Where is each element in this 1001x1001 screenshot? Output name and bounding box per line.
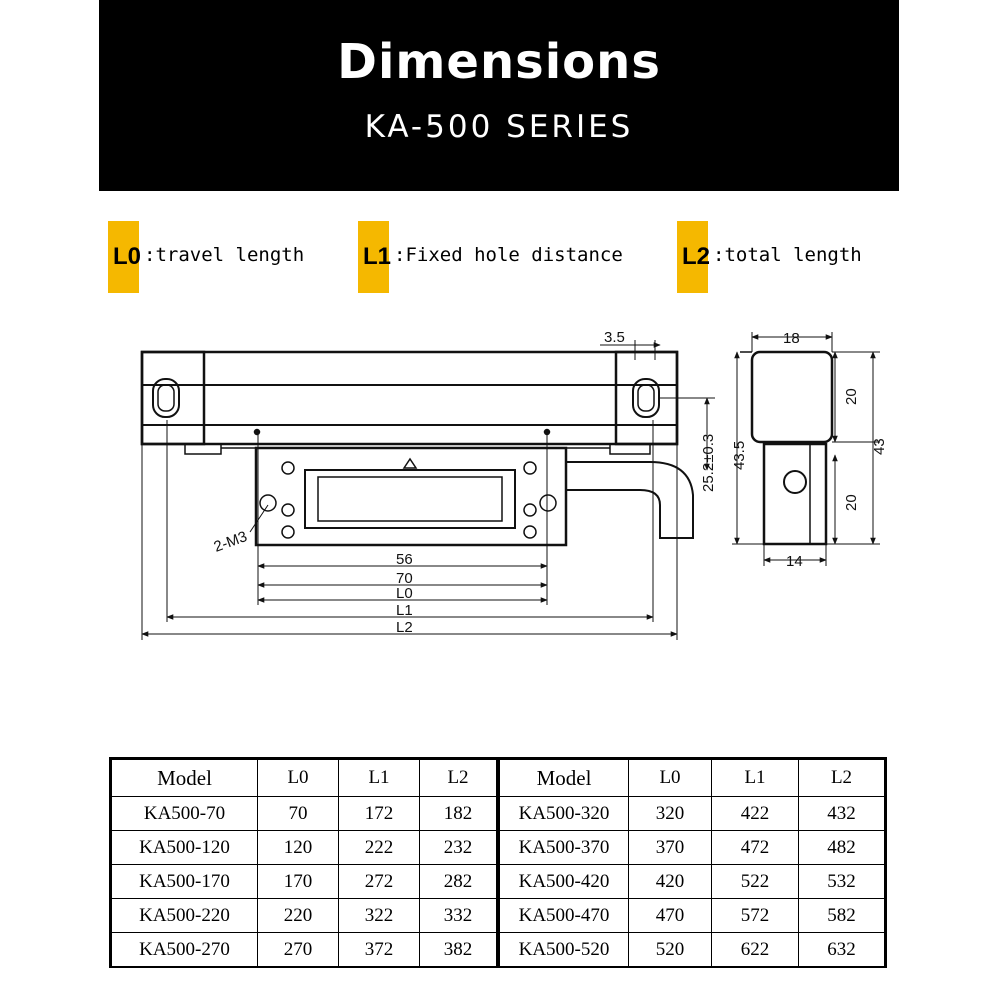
header-model: Model	[500, 760, 629, 797]
cell-l1: 572	[712, 899, 799, 933]
dim-20-top: 20	[843, 388, 860, 405]
page-title: Dimensions	[337, 34, 661, 90]
cell-model: KA500-120	[112, 831, 258, 865]
dim-56: 56	[396, 551, 413, 568]
reading-head	[256, 448, 693, 545]
cell-l2: 582	[799, 899, 885, 933]
table-row	[112, 831, 497, 865]
cell-l0: 170	[258, 865, 339, 899]
table-header-row	[500, 760, 885, 797]
dim-20-bottom: 20	[843, 494, 860, 511]
table-row	[112, 899, 497, 933]
cell-model: KA500-520	[500, 933, 629, 967]
cell-l0: 220	[258, 899, 339, 933]
cell-model: KA500-370	[500, 831, 629, 865]
table-row	[112, 797, 497, 831]
table-row	[500, 797, 885, 831]
cell-l2: 532	[799, 865, 885, 899]
header-l0: L0	[258, 760, 339, 797]
cell-l1: 422	[712, 797, 799, 831]
table-row	[112, 933, 497, 967]
legend-l2-key: L2	[682, 243, 711, 270]
legend-l0-text: :travel length	[144, 244, 305, 266]
header-banner	[99, 0, 899, 191]
cell-model: KA500-220	[112, 899, 258, 933]
dim-18: 18	[783, 330, 800, 347]
table-row	[112, 865, 497, 899]
table-row	[500, 865, 885, 899]
dimension-drawing	[0, 300, 1001, 680]
side-view	[740, 352, 832, 544]
cell-l1: 472	[712, 831, 799, 865]
cell-l1: 322	[339, 899, 420, 933]
cell-l2: 432	[799, 797, 885, 831]
cell-l1: 272	[339, 865, 420, 899]
cell-l0: 370	[629, 831, 712, 865]
table-header-row	[112, 760, 497, 797]
cell-l1: 222	[339, 831, 420, 865]
dimension-labels	[212, 329, 888, 636]
header-l1: L1	[712, 760, 799, 797]
cell-l0: 70	[258, 797, 339, 831]
legend-l0-key: L0	[113, 243, 142, 270]
dim-2-m3: 2-M3	[211, 528, 250, 556]
header-l0: L0	[629, 760, 712, 797]
cell-l0: 270	[258, 933, 339, 967]
dim-70: 70	[396, 570, 413, 587]
series-subtitle: KA-500 SERIES	[364, 109, 634, 145]
header-model: Model	[112, 760, 258, 797]
cell-l2: 332	[420, 899, 497, 933]
dimension-lines	[142, 332, 880, 640]
dim-25-2: 25.2±0.3	[700, 433, 717, 492]
cell-l0: 470	[629, 899, 712, 933]
legend-l2-text: :total length	[713, 244, 862, 266]
cell-model: KA500-70	[112, 797, 258, 831]
header-l2: L2	[799, 760, 885, 797]
dim-43-5: 43.5	[731, 440, 748, 470]
legend-l1-key: L1	[363, 243, 392, 270]
cell-l2: 232	[420, 831, 497, 865]
legend-l1-text: :Fixed hole distance	[394, 244, 623, 266]
dim-3-5: 3.5	[604, 329, 625, 346]
dim-l1: L1	[396, 602, 413, 619]
table-row	[500, 899, 885, 933]
cell-model: KA500-270	[112, 933, 258, 967]
dim-43: 43	[871, 438, 888, 455]
header-l1: L1	[339, 760, 420, 797]
cell-l0: 120	[258, 831, 339, 865]
cell-l1: 372	[339, 933, 420, 967]
dim-l2: L2	[396, 619, 413, 636]
cell-l0: 420	[629, 865, 712, 899]
cell-model: KA500-320	[500, 797, 629, 831]
cell-l2: 182	[420, 797, 497, 831]
cell-l1: 172	[339, 797, 420, 831]
cell-model: KA500-420	[500, 865, 629, 899]
cell-l2: 632	[799, 933, 885, 967]
cell-model: KA500-170	[112, 865, 258, 899]
table-row	[500, 831, 885, 865]
cell-l2: 482	[799, 831, 885, 865]
spec-table-right	[499, 759, 885, 967]
scale-body	[142, 352, 677, 454]
cell-model: KA500-470	[500, 899, 629, 933]
cell-l0: 520	[629, 933, 712, 967]
header-l2: L2	[420, 760, 497, 797]
cell-l1: 522	[712, 865, 799, 899]
dim-14: 14	[786, 553, 803, 570]
dim-l0: L0	[396, 585, 413, 602]
cell-l2: 282	[420, 865, 497, 899]
cell-l0: 320	[629, 797, 712, 831]
table-row	[500, 933, 885, 967]
spec-table-left	[111, 759, 497, 967]
cell-l2: 382	[420, 933, 497, 967]
cell-l1: 622	[712, 933, 799, 967]
spec-table	[109, 757, 887, 968]
